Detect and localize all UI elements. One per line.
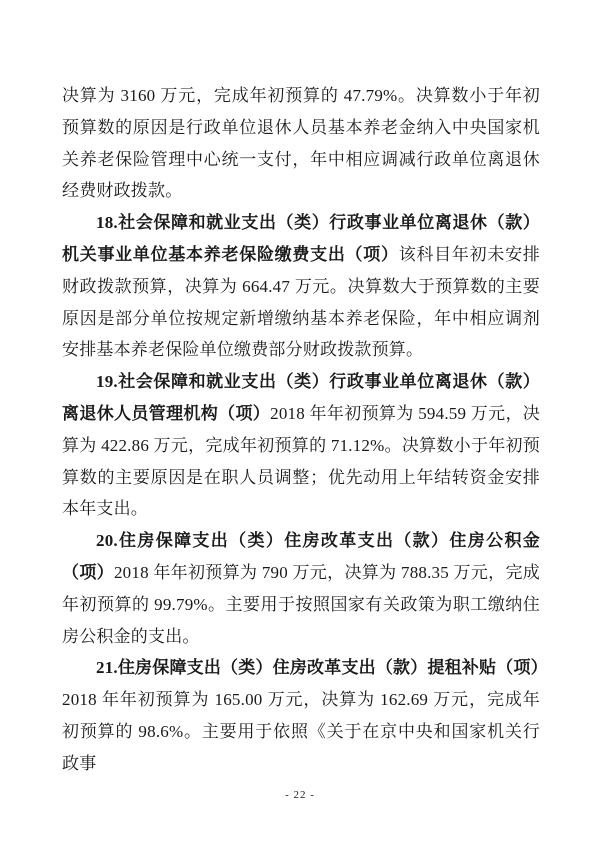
page-number: - 22 -: [285, 789, 315, 801]
item-20-body-text: 2018 年年初预算为 790 万元，决算为 788.35 万元，完成年初预算的 99.79%。主要用于按照国家有关政策为职工缴纳住房公积金的支出。: [62, 562, 540, 646]
item-21-heading: 21.住房保障支出（类）住房改革支出（款）提租补贴（项）: [96, 658, 548, 678]
paragraph-item-17-continuation: [62, 80, 540, 207]
item-18-heading: 18.社会保障和就业支出（类）行政事业单位离退休（款）机关事业单位基本养老保险缴费支出（项）: [62, 213, 540, 264]
item-19-heading: 19.社会保障和就业支出（类）行政事业单位离退休（款）离退休人员管理机构（项）: [62, 372, 540, 423]
item-18-body-text: 该科目年初未安排财政拨款预算，决算为 664.47 万元。决算数大于预算数的主要原因是部分单位按规定新增缴纳基本养老保险，年中相应调剂安排基本养老保险单位缴费部分财政拨款预算。: [62, 244, 540, 360]
item-19-body-text: 2018 年年初预算为 594.59 万元，决算为 422.86 万元，完成年初预算的 71.12%。决算数小于年初预算数的主要原因是在职人员调整；优先动用上年结转资金安排本年支出。: [62, 403, 540, 519]
paragraph-item-20: [62, 525, 540, 652]
paragraph-item-18: [62, 207, 540, 366]
page-body-text: [62, 80, 548, 780]
paragraph-item-21: [62, 652, 548, 779]
item-20-heading: 20.住房保障支出（类）住房改革支出（款）住房公积金（项）: [62, 531, 540, 582]
paragraph-item-19: [62, 366, 540, 525]
item-17-continuation-text: 决算为 3160 万元，完成年初预算的 47.79%。决算数小于年初预算数的原因是行政单位退休人员基本养老金纳入中央国家机关养老保险管理中心统一支付，年中相应调减行政单位离退休经费财政拨款。: [62, 86, 540, 201]
item-21-body-text: 2018 年年初预算为 165.00 万元，决算为 162.69 万元，完成年初预算的 98.6%。主要用于依照《关于在京中央和国家机关行政事: [62, 690, 540, 773]
